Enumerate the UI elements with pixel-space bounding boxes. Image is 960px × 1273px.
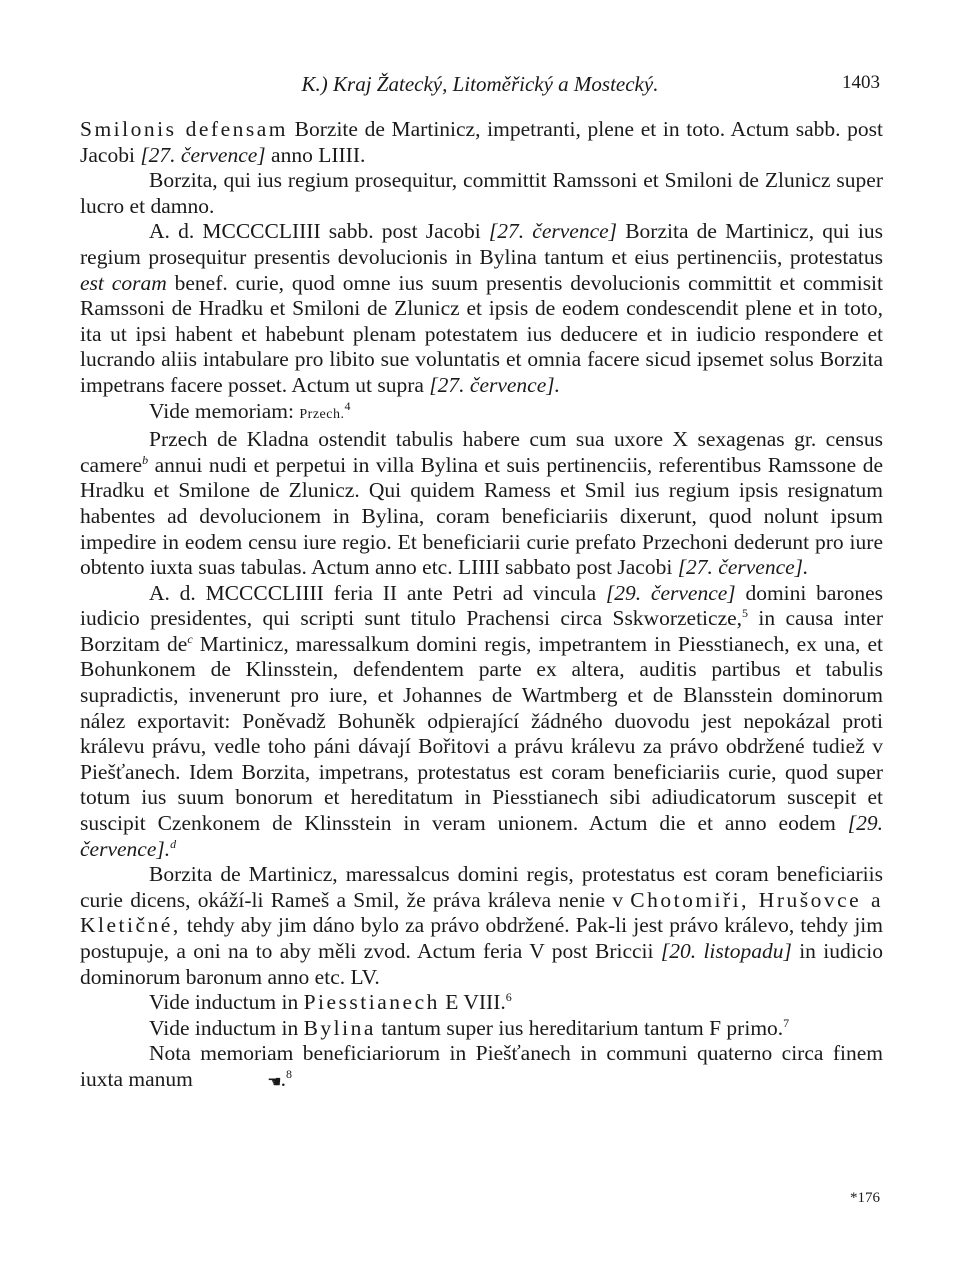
paragraph-7 <box>80 862 883 990</box>
text: A. d. MCCCCLIIII sabb. post Jacobi <box>149 219 489 244</box>
text: domini barones iudicio presidentes, qui scripti sunt titulo Prachensi circa Sskworzeticze, <box>80 580 883 631</box>
footnote-marker: b <box>142 452 149 467</box>
italic-text: est coram <box>80 270 167 295</box>
date-note: [20. listopadu] <box>660 939 792 963</box>
text: annui nudi et perpetui in villa Bylina et suis pertinenciis, referentibus Ramssone de Hradku et Smilone de Zlunicz. Qui quidem Ramess et Smil ius regium ipsis resignatum habentes ad devolucionem in Bylina, coram beneficiariis dixerunt, quod nolunt ipsum impedire in eodem censu iure regio. Et beneficiarii curie prefato Przechoni dederunt pro iure obtento iuxta suas tabulas. Actum anno etc. LIIII sabbato post Jacobi <box>80 452 883 580</box>
paragraph-2 <box>80 168 883 219</box>
paragraph-1 <box>80 117 883 168</box>
paragraph-10 <box>80 1041 883 1094</box>
text: E VIII. <box>439 990 506 1015</box>
paragraph-8 <box>80 990 883 1016</box>
paragraph-9 <box>80 1016 883 1042</box>
body-text <box>80 117 883 1095</box>
small-caps-text: Przech. <box>299 406 345 422</box>
text: anno LIIII. <box>265 142 366 167</box>
text: . <box>280 1066 286 1091</box>
paragraph-5 <box>80 427 883 581</box>
text: Borzita, qui ius regium prosequitur, committit Ramssoni et Smiloni de Zlunicz super lucro et damno. <box>80 168 883 218</box>
date-note: [29. července] <box>605 580 736 605</box>
text: Nota memoriam beneficiariorum in Piešťanech in communi quaterno circa finem iuxta manum <box>80 1041 883 1091</box>
footnote-marker: d <box>170 836 177 851</box>
text: A. d. MCCCCLIIII feria II ante Petri ad vincula <box>149 580 606 605</box>
text: Martinicz, maressalkum domini regis, impetrantem in Piesstianech, ex una, et Bohunkonem de Klinsstein, defendentem parte ex altera, auditis partibus et tabulis supradictis, invenerunt pro iure, et Johannes de Wartmberg et de Blansstein dominorum nález exportavit: Poněvadž Bohuněk odpierající žádného duovodu jest nepokázal proti králevu právu, vedle toho páni dávají Bořitovi a právu králevu za právo obdržené tudiež v Piešťanech. Idem Borzita, impetrans, protestatus est coram beneficiariis curie, quod super totum ius suum bonorum et hereditatum in Piesstianech sibi adiudicatorum suscepit et suscipit Czenkonem de Klinsstein in veram unionem. Actum die et anno eodem <box>80 631 883 836</box>
running-title-text: K.) Kraj Žatecký, Litoměřický a Mostecký. <box>301 72 659 96</box>
paragraph-4 <box>80 399 883 428</box>
date-note: [27. července] <box>140 142 266 167</box>
text: in causa inter Borzitam de <box>80 606 883 656</box>
folio-mark: *176 <box>850 1190 880 1206</box>
footnote-marker: 5 <box>742 606 749 621</box>
text: in iudicio dominorum baronum anno etc. LV. <box>80 939 883 989</box>
text: tantum super ius hereditarium tantum F primo. <box>375 1015 784 1040</box>
text: benef. curie, quod omne ius suum presentis devolucionis committit et commisit Ramssoni de Hradku et Smiloni de Zlunicz et ipsis de eodem condescendit plene et in toto, ita ut ipsi habent et habebunt plenam potestatem ius deducere et in iudicio respondere et lucrando aliis intabulare pro libito sue voluntatis et omnia facere sicud ipsemet solus Borzita impetrans facere posset. Actum ut supra <box>80 270 884 397</box>
spaced-text: Chotomiři, Hrušovce a Kletičné, <box>80 887 883 938</box>
text: tehdy aby jim dáno bylo za právo obdržené. Pak-li jest právo králevo, tehdy jim postupuje, a oni na to aby měli zvod. Actum feria V post Briccii <box>80 913 883 963</box>
paragraph-3 <box>80 219 883 398</box>
paragraph-6 <box>80 581 883 863</box>
date-note: [27. července] <box>488 219 618 244</box>
date-note: [27. července]. <box>677 555 809 580</box>
text: Vide memoriam: <box>149 398 300 423</box>
text: Vide inductum in <box>149 990 304 1015</box>
pointing-hand-icon: ☚ <box>267 1073 281 1091</box>
spaced-text: Piesstianech <box>303 990 440 1015</box>
date-note: [27. července]. <box>429 372 561 397</box>
spaced-text: Bylina <box>303 1015 376 1040</box>
date-note: [29. července]. <box>80 811 883 861</box>
running-title <box>80 72 880 97</box>
footnote-marker: 4 <box>344 398 351 413</box>
footnote-marker: 6 <box>505 990 512 1005</box>
text: Vide inductum in <box>149 1015 304 1040</box>
text: Borzita de Martinicz, maressalcus domini regis, protestatus est coram beneficiariis curie dicens, okáží-li Rameš a Smil, že práva králeva nenie v <box>80 862 883 912</box>
spaced-text: Smilonis defensam <box>80 117 288 141</box>
text: Borzita de Martinicz, qui ius regium prosequitur presentis devolucionis in Bylina tantum et eius pertinenciis, protestatus <box>80 219 884 269</box>
text: Borzite de Martinicz, impetranti, plene et in toto. Actum sabb. post Jacobi <box>80 117 883 167</box>
text: Przech de Kladna ostendit tabulis habere cum sua uxore X sexagenas gr. census camere <box>80 427 883 477</box>
footnote-marker: 7 <box>783 1015 790 1030</box>
page-number: 1403 <box>842 72 880 93</box>
footnote-marker: c <box>187 631 193 646</box>
footnote-marker: 8 <box>285 1066 292 1081</box>
